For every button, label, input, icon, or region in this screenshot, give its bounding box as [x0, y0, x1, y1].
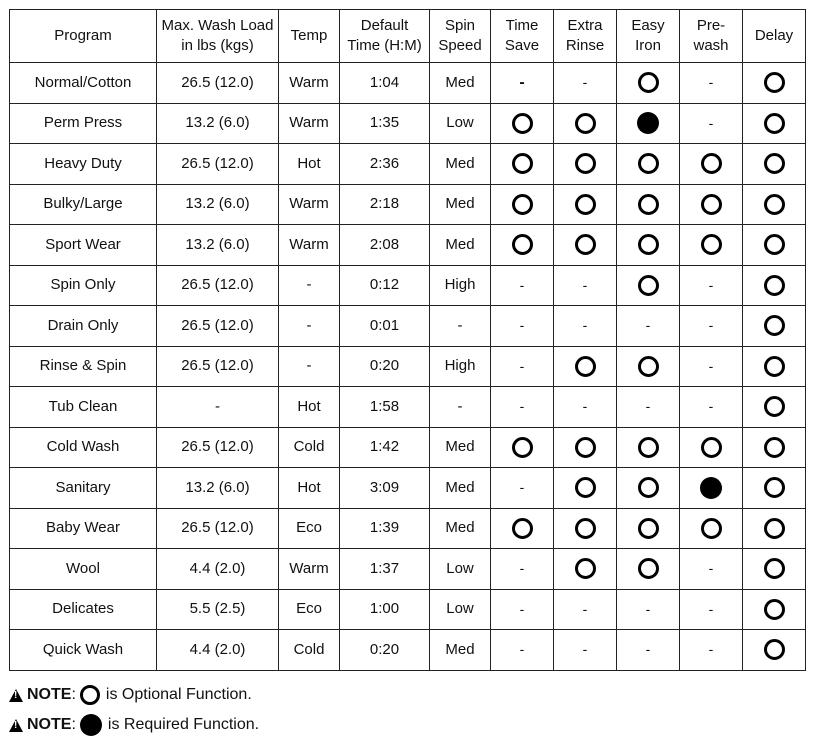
program-name: Rinse & Spin: [10, 346, 157, 387]
optional-function-cell: [743, 225, 806, 266]
table-row: [10, 144, 806, 185]
dash-mark: -: [519, 73, 525, 91]
optional-function-cell: [554, 184, 617, 225]
optional-function-cell: [680, 184, 743, 225]
dash-mark: -: [645, 641, 651, 658]
required-function-cell: [617, 103, 680, 144]
not-available-cell: [554, 63, 617, 104]
note-label: NOTE: [27, 716, 72, 733]
not-available-cell: [617, 630, 680, 671]
not-available-cell: [680, 589, 743, 630]
optional-function-cell: [743, 630, 806, 671]
open-circle-icon: [764, 639, 785, 660]
default-time: 1:39: [340, 508, 430, 549]
column-header-time-save: [491, 10, 554, 63]
not-available-cell: [491, 63, 554, 104]
optional-function-cell: [743, 387, 806, 428]
spin-speed: Med: [430, 225, 491, 266]
spin-speed: Med: [430, 427, 491, 468]
optional-function-cell: [617, 265, 680, 306]
dash-mark: -: [519, 641, 525, 658]
required-function-cell: [680, 468, 743, 509]
open-circle-icon: [764, 437, 785, 458]
default-time: 2:36: [340, 144, 430, 185]
column-header-label: Default Time (H:M): [347, 17, 422, 54]
optional-function-cell: [617, 508, 680, 549]
optional-function-cell: [743, 144, 806, 185]
temp-value: Cold: [279, 427, 340, 468]
open-circle-icon: [575, 356, 596, 377]
temp-value: Hot: [279, 144, 340, 185]
open-circle-icon: [764, 518, 785, 539]
not-available-cell: [680, 387, 743, 428]
note-symbol: [80, 685, 100, 705]
max-wash-load: 26.5 (12.0): [157, 346, 279, 387]
program-name: Drain Only: [10, 306, 157, 347]
optional-function-cell: [743, 306, 806, 347]
spin-speed: Med: [430, 630, 491, 671]
dash-mark: -: [708, 114, 714, 131]
table-row: [10, 589, 806, 630]
open-circle-icon: [575, 477, 596, 498]
open-circle-icon: [575, 153, 596, 174]
dash-mark: -: [708, 74, 714, 91]
optional-function-cell: [743, 63, 806, 104]
column-header-label: Extra Rinse: [565, 17, 605, 54]
optional-function-cell: [554, 427, 617, 468]
default-time: 0:12: [340, 265, 430, 306]
temp-value: Eco: [279, 589, 340, 630]
default-time: 1:35: [340, 103, 430, 144]
header-row: [10, 10, 806, 63]
open-circle-icon: [701, 234, 722, 255]
default-time: 1:37: [340, 549, 430, 590]
optional-function-cell: [554, 103, 617, 144]
column-header-label: Spin Speed: [438, 17, 482, 54]
optional-function-cell: [617, 346, 680, 387]
optional-function-cell: [554, 508, 617, 549]
filled-circle-icon: [80, 714, 102, 736]
optional-function-cell: [617, 63, 680, 104]
note-line: [9, 680, 259, 710]
dash-mark: -: [708, 560, 714, 577]
open-circle-icon: [764, 72, 785, 93]
not-available-cell: [491, 630, 554, 671]
temp-value: -: [279, 265, 340, 306]
table-row: [10, 346, 806, 387]
dash-mark: -: [519, 398, 525, 415]
column-header-label: Time Save: [504, 17, 540, 54]
program-name: Tub Clean: [10, 387, 157, 428]
default-time: 1:58: [340, 387, 430, 428]
not-available-cell: [680, 63, 743, 104]
not-available-cell: [491, 265, 554, 306]
dash-mark: -: [582, 276, 588, 293]
optional-function-cell: [743, 427, 806, 468]
temp-value: Warm: [279, 225, 340, 266]
not-available-cell: [617, 589, 680, 630]
default-time: 2:18: [340, 184, 430, 225]
open-circle-icon: [764, 153, 785, 174]
optional-function-cell: [743, 589, 806, 630]
temp-value: Cold: [279, 630, 340, 671]
note-label: NOTE: [27, 686, 72, 703]
column-header-easy-iron: [617, 10, 680, 63]
dash-mark: -: [582, 398, 588, 415]
open-circle-icon: [575, 437, 596, 458]
temp-value: -: [279, 306, 340, 347]
spin-speed: High: [430, 265, 491, 306]
dash-mark: -: [519, 479, 525, 496]
table-row: [10, 265, 806, 306]
note-text: is Optional Function.: [105, 686, 252, 703]
column-header-label: Max. Wash Load in lbs (kgs): [161, 17, 274, 54]
optional-function-cell: [554, 225, 617, 266]
table-row: [10, 549, 806, 590]
max-wash-load: 26.5 (12.0): [157, 508, 279, 549]
dash-mark: -: [519, 317, 525, 334]
spin-speed: Med: [430, 144, 491, 185]
column-header-spin-speed: [430, 10, 491, 63]
open-circle-icon: [638, 153, 659, 174]
dash-mark: -: [519, 560, 525, 577]
filled-circle-icon: [700, 477, 722, 499]
spin-speed: Low: [430, 589, 491, 630]
column-header-program: [10, 10, 157, 63]
optional-function-cell: [617, 468, 680, 509]
column-header-max-wash-load: [157, 10, 279, 63]
optional-function-cell: [743, 508, 806, 549]
dash-mark: -: [519, 600, 525, 617]
table-row: [10, 427, 806, 468]
filled-circle-icon: [637, 112, 659, 134]
spin-speed: High: [430, 346, 491, 387]
open-circle-icon: [764, 599, 785, 620]
open-circle-icon: [764, 194, 785, 215]
open-circle-icon: [512, 153, 533, 174]
not-available-cell: [680, 346, 743, 387]
default-time: 2:08: [340, 225, 430, 266]
optional-function-cell: [680, 427, 743, 468]
open-circle-icon: [80, 685, 100, 705]
dash-mark: -: [708, 600, 714, 617]
default-time: 3:09: [340, 468, 430, 509]
not-available-cell: [554, 306, 617, 347]
optional-function-cell: [617, 184, 680, 225]
open-circle-icon: [701, 437, 722, 458]
dash-mark: -: [708, 398, 714, 415]
max-wash-load: 13.2 (6.0): [157, 468, 279, 509]
temp-value: Warm: [279, 549, 340, 590]
max-wash-load: 13.2 (6.0): [157, 103, 279, 144]
dash-mark: -: [582, 641, 588, 658]
max-wash-load: 26.5 (12.0): [157, 265, 279, 306]
dash-mark: -: [645, 600, 651, 617]
default-time: 0:20: [340, 346, 430, 387]
optional-function-cell: [617, 549, 680, 590]
open-circle-icon: [638, 558, 659, 579]
note-text: is Required Function.: [107, 716, 260, 733]
optional-function-cell: [617, 225, 680, 266]
optional-function-cell: [554, 346, 617, 387]
dash-mark: -: [708, 641, 714, 658]
not-available-cell: [554, 589, 617, 630]
temp-value: Warm: [279, 103, 340, 144]
table-row: [10, 387, 806, 428]
open-circle-icon: [701, 153, 722, 174]
not-available-cell: [554, 265, 617, 306]
dash-mark: -: [519, 276, 525, 293]
optional-function-cell: [743, 346, 806, 387]
column-header-label: Delay: [754, 27, 794, 44]
spin-speed: Low: [430, 549, 491, 590]
open-circle-icon: [512, 518, 533, 539]
temp-value: Hot: [279, 387, 340, 428]
max-wash-load: -: [157, 387, 279, 428]
program-name: Perm Press: [10, 103, 157, 144]
note-line: [9, 710, 259, 740]
max-wash-load: 13.2 (6.0): [157, 184, 279, 225]
temp-value: Warm: [279, 184, 340, 225]
temp-value: -: [279, 346, 340, 387]
temp-value: Warm: [279, 63, 340, 104]
not-available-cell: [680, 549, 743, 590]
note-colon: :: [71, 716, 76, 733]
optional-function-cell: [680, 225, 743, 266]
column-header-pre-wash: [680, 10, 743, 63]
open-circle-icon: [638, 518, 659, 539]
dash-mark: -: [582, 600, 588, 617]
spin-speed: -: [430, 387, 491, 428]
open-circle-icon: [638, 477, 659, 498]
optional-function-cell: [743, 184, 806, 225]
default-time: 0:20: [340, 630, 430, 671]
table-body: [10, 63, 806, 671]
wash-program-table: [9, 9, 806, 671]
default-time: 1:42: [340, 427, 430, 468]
program-name: Spin Only: [10, 265, 157, 306]
not-available-cell: [554, 630, 617, 671]
not-available-cell: [491, 306, 554, 347]
dash-mark: -: [519, 357, 525, 374]
open-circle-icon: [764, 234, 785, 255]
optional-function-cell: [491, 103, 554, 144]
optional-function-cell: [491, 427, 554, 468]
not-available-cell: [554, 387, 617, 428]
not-available-cell: [617, 387, 680, 428]
not-available-cell: [680, 265, 743, 306]
not-available-cell: [491, 387, 554, 428]
open-circle-icon: [512, 194, 533, 215]
optional-function-cell: [491, 508, 554, 549]
open-circle-icon: [764, 396, 785, 417]
not-available-cell: [491, 549, 554, 590]
column-header-label: Pre- wash: [693, 17, 729, 54]
open-circle-icon: [575, 234, 596, 255]
table-row: [10, 630, 806, 671]
column-header-label: Temp: [290, 27, 328, 44]
optional-function-cell: [491, 225, 554, 266]
program-name: Sport Wear: [10, 225, 157, 266]
max-wash-load: 26.5 (12.0): [157, 427, 279, 468]
dash-mark: -: [708, 276, 714, 293]
optional-function-cell: [743, 265, 806, 306]
optional-function-cell: [491, 184, 554, 225]
temp-value: Hot: [279, 468, 340, 509]
open-circle-icon: [638, 437, 659, 458]
not-available-cell: [680, 103, 743, 144]
open-circle-icon: [764, 558, 785, 579]
not-available-cell: [680, 306, 743, 347]
spin-speed: Low: [430, 103, 491, 144]
table-row: [10, 225, 806, 266]
default-time: 1:00: [340, 589, 430, 630]
column-header-extra-rinse: [554, 10, 617, 63]
program-name: Sanitary: [10, 468, 157, 509]
not-available-cell: [680, 630, 743, 671]
dash-mark: -: [645, 398, 651, 415]
program-name: Cold Wash: [10, 427, 157, 468]
optional-function-cell: [617, 427, 680, 468]
program-name: Baby Wear: [10, 508, 157, 549]
max-wash-load: 13.2 (6.0): [157, 225, 279, 266]
open-circle-icon: [575, 518, 596, 539]
column-header-delay: [743, 10, 806, 63]
open-circle-icon: [764, 113, 785, 134]
optional-function-cell: [554, 468, 617, 509]
note-symbol: [80, 714, 102, 736]
dash-mark: -: [582, 317, 588, 334]
open-circle-icon: [701, 518, 722, 539]
dash-mark: -: [708, 357, 714, 374]
program-name: Normal/Cotton: [10, 63, 157, 104]
column-header-label: Easy Iron: [631, 17, 665, 54]
open-circle-icon: [512, 234, 533, 255]
optional-function-cell: [743, 468, 806, 509]
open-circle-icon: [575, 113, 596, 134]
open-circle-icon: [638, 234, 659, 255]
program-name: Bulky/Large: [10, 184, 157, 225]
table-row: [10, 306, 806, 347]
max-wash-load: 26.5 (12.0): [157, 63, 279, 104]
open-circle-icon: [512, 437, 533, 458]
table-header: [10, 10, 806, 63]
not-available-cell: [617, 306, 680, 347]
optional-function-cell: [680, 144, 743, 185]
max-wash-load: 5.5 (2.5): [157, 589, 279, 630]
table-row: [10, 103, 806, 144]
max-wash-load: 4.4 (2.0): [157, 549, 279, 590]
spin-speed: Med: [430, 184, 491, 225]
program-name: Delicates: [10, 589, 157, 630]
table-row: [10, 63, 806, 104]
optional-function-cell: [680, 508, 743, 549]
spin-speed: Med: [430, 468, 491, 509]
temp-value: Eco: [279, 508, 340, 549]
open-circle-icon: [701, 194, 722, 215]
table-row: [10, 468, 806, 509]
open-circle-icon: [638, 194, 659, 215]
dash-mark: -: [708, 317, 714, 334]
warning-triangle-icon: [9, 689, 23, 702]
spin-speed: -: [430, 306, 491, 347]
max-wash-load: 26.5 (12.0): [157, 306, 279, 347]
warning-triangle-icon: [9, 719, 23, 732]
legend-notes: [9, 680, 259, 740]
note-colon: :: [71, 686, 76, 703]
default-time: 1:04: [340, 63, 430, 104]
spin-speed: Med: [430, 508, 491, 549]
open-circle-icon: [575, 558, 596, 579]
spin-speed: Med: [430, 63, 491, 104]
open-circle-icon: [764, 356, 785, 377]
optional-function-cell: [554, 144, 617, 185]
not-available-cell: [491, 589, 554, 630]
open-circle-icon: [764, 315, 785, 336]
program-name: Wool: [10, 549, 157, 590]
dash-mark: -: [582, 74, 588, 91]
optional-function-cell: [554, 549, 617, 590]
open-circle-icon: [512, 113, 533, 134]
open-circle-icon: [764, 275, 785, 296]
program-name: Quick Wash: [10, 630, 157, 671]
open-circle-icon: [764, 477, 785, 498]
optional-function-cell: [743, 549, 806, 590]
open-circle-icon: [638, 72, 659, 93]
column-header-temp: [279, 10, 340, 63]
open-circle-icon: [638, 356, 659, 377]
not-available-cell: [491, 346, 554, 387]
default-time: 0:01: [340, 306, 430, 347]
column-header-label: Program: [54, 27, 112, 44]
dash-mark: -: [645, 317, 651, 334]
optional-function-cell: [617, 144, 680, 185]
table-row: [10, 184, 806, 225]
max-wash-load: 26.5 (12.0): [157, 144, 279, 185]
optional-function-cell: [743, 103, 806, 144]
column-header-default-time: [340, 10, 430, 63]
optional-function-cell: [491, 144, 554, 185]
table-row: [10, 508, 806, 549]
not-available-cell: [491, 468, 554, 509]
open-circle-icon: [575, 194, 596, 215]
program-name: Heavy Duty: [10, 144, 157, 185]
open-circle-icon: [638, 275, 659, 296]
max-wash-load: 4.4 (2.0): [157, 630, 279, 671]
